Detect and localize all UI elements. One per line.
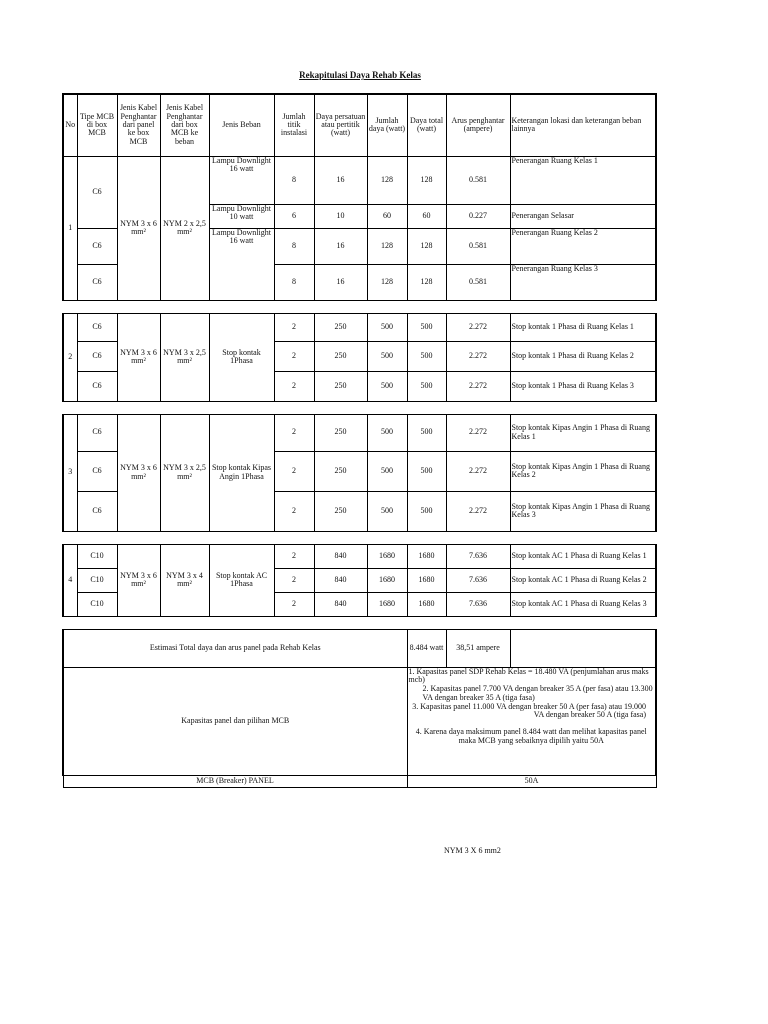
unit-power: 16 <box>314 156 367 204</box>
current: 0.581 <box>446 156 510 204</box>
cable-load: NYM 3 x 2,5 mm² <box>160 414 209 531</box>
table-row <box>63 414 656 451</box>
mcb-type: C6 <box>77 228 117 264</box>
total-power: 500 <box>407 313 446 341</box>
cable-panel: NYM 3 x 6 mm² <box>117 156 160 300</box>
load-type: Lampu Downlight 10 watt <box>209 204 274 228</box>
current: 0.581 <box>446 228 510 264</box>
header-daya-satuan: Daya persatuan atau pertitik (watt) <box>314 94 367 156</box>
description: Stop kontak AC 1 Phasa di Ruang Kelas 3 <box>510 592 656 616</box>
unit-power: 16 <box>314 228 367 264</box>
sum-power: 500 <box>367 313 407 341</box>
load-type: Stop kontak 1Phasa <box>209 313 274 401</box>
cable-load: NYM 3 x 4 mm² <box>160 544 209 616</box>
current: 2.272 <box>446 451 510 491</box>
mcb-type: C6 <box>77 414 117 451</box>
capacity-note-1: 1. Kapasitas panel SDP Rehab Kelas = 18.480 VA (penjumlahan arus maks mcb) <box>408 667 649 685</box>
summary-capacity-row <box>63 667 656 775</box>
table-spacer <box>63 401 656 414</box>
description: Stop kontak AC 1 Phasa di Ruang Kelas 2 <box>510 568 656 592</box>
estimate-empty <box>510 629 656 667</box>
mcb-type: C6 <box>77 341 117 371</box>
point-count: 2 <box>274 414 314 451</box>
summary-estimate-row <box>63 629 656 667</box>
capacity-note-4: 4. Karena daya maksimum panel 8.484 watt dan melihat kapasitas panel maka MCB yang sebaiknya dipilih yaitu 50A <box>415 727 647 746</box>
group-number: 3 <box>63 414 77 531</box>
total-power: 128 <box>407 156 446 204</box>
point-count: 8 <box>274 156 314 204</box>
mcb-type: C6 <box>77 156 117 228</box>
current: 2.272 <box>446 341 510 371</box>
cable-load: NYM 3 x 2,5 mm² <box>160 313 209 401</box>
header-keterangan: Keterangan lokasi dan keterangan beban lainnya <box>510 94 656 156</box>
table-spacer <box>63 531 656 544</box>
point-count: 2 <box>274 313 314 341</box>
unit-power: 840 <box>314 568 367 592</box>
mcb-type: C6 <box>77 371 117 401</box>
current: 2.272 <box>446 414 510 451</box>
unit-power: 250 <box>314 313 367 341</box>
unit-power: 840 <box>314 544 367 568</box>
sum-power: 128 <box>367 228 407 264</box>
total-power: 1680 <box>407 544 446 568</box>
mcb-type: C10 <box>77 592 117 616</box>
header-kabel-panel: Jenis Kabel Penghantar dari panel ke box MCB <box>117 94 160 156</box>
current: 0.581 <box>446 264 510 300</box>
description: Penerangan Selasar <box>510 204 656 228</box>
description: Penerangan Ruang Kelas 1 <box>510 156 656 204</box>
sum-power: 500 <box>367 451 407 491</box>
total-power: 500 <box>407 414 446 451</box>
description: Stop kontak Kipas Angin 1 Phasa di Ruang Kelas 2 <box>510 451 656 491</box>
total-power: 1680 <box>407 568 446 592</box>
description: Stop kontak 1 Phasa di Ruang Kelas 1 <box>510 313 656 341</box>
total-power: 128 <box>407 264 446 300</box>
point-count: 2 <box>274 491 314 531</box>
unit-power: 250 <box>314 371 367 401</box>
estimate-total-ampere: 38,51 ampere <box>446 629 510 667</box>
cable-footnote: NYM 3 X 6 mm2 <box>444 846 501 855</box>
table-spacer <box>63 616 656 629</box>
mcb-type: C10 <box>77 544 117 568</box>
point-count: 2 <box>274 341 314 371</box>
unit-power: 10 <box>314 204 367 228</box>
sum-power: 128 <box>367 156 407 204</box>
sum-power: 1680 <box>367 592 407 616</box>
current: 2.272 <box>446 313 510 341</box>
sum-power: 128 <box>367 264 407 300</box>
header-tipe-mcb: Tipe MCB di box MCB <box>77 94 117 156</box>
cable-panel: NYM 3 x 6 mm² <box>117 414 160 531</box>
table-row <box>63 313 656 341</box>
description: Stop kontak Kipas Angin 1 Phasa di Ruang Kelas 1 <box>510 414 656 451</box>
description: Stop kontak 1 Phasa di Ruang Kelas 2 <box>510 341 656 371</box>
mcb-panel-label: MCB (Breaker) PANEL <box>63 775 407 787</box>
total-power: 60 <box>407 204 446 228</box>
point-count: 8 <box>274 228 314 264</box>
summary-mcb-row <box>63 775 656 787</box>
load-type: Stop kontak AC 1Phasa <box>209 544 274 616</box>
capacity-label: Kapasitas panel dan pilihan MCB <box>63 667 407 775</box>
total-power: 128 <box>407 228 446 264</box>
cable-load: NYM 2 x 2,5 mm² <box>160 156 209 300</box>
unit-power: 250 <box>314 451 367 491</box>
description: Stop kontak AC 1 Phasa di Ruang Kelas 1 <box>510 544 656 568</box>
capacity-notes <box>407 667 656 775</box>
point-count: 6 <box>274 204 314 228</box>
mcb-type: C6 <box>77 313 117 341</box>
sum-power: 500 <box>367 341 407 371</box>
header-daya-total: Daya total (watt) <box>407 94 446 156</box>
estimate-label: Estimasi Total daya dan arus panel pada Rehab Kelas <box>63 629 407 667</box>
point-count: 2 <box>274 451 314 491</box>
table-spacer <box>63 300 656 313</box>
unit-power: 250 <box>314 491 367 531</box>
total-power: 500 <box>407 451 446 491</box>
load-type: Stop kontak Kipas Angin 1Phasa <box>209 414 274 531</box>
current: 2.272 <box>446 371 510 401</box>
mcb-panel-value: 50A <box>407 775 656 787</box>
group-number: 4 <box>63 544 77 616</box>
mcb-type: C6 <box>77 491 117 531</box>
description: Stop kontak 1 Phasa di Ruang Kelas 3 <box>510 371 656 401</box>
unit-power: 16 <box>314 264 367 300</box>
group-number: 1 <box>63 156 77 300</box>
total-power: 500 <box>407 371 446 401</box>
sum-power: 1680 <box>367 544 407 568</box>
cable-panel: NYM 3 x 6 mm² <box>117 313 160 401</box>
capacity-note-3: 3. Kapasitas panel 11.000 VA dengan breaker 50 A (per fasa) atau 19.000 VA dengan breaker 50 A (tiga fasa) <box>412 701 646 720</box>
mcb-type: C6 <box>77 451 117 491</box>
unit-power: 250 <box>314 414 367 451</box>
load-type: Lampu Downlight 16 watt <box>209 156 274 204</box>
current: 7.636 <box>446 544 510 568</box>
sum-power: 500 <box>367 414 407 451</box>
description: Penerangan Ruang Kelas 3 <box>510 264 656 300</box>
sum-power: 1680 <box>367 568 407 592</box>
sum-power: 500 <box>367 371 407 401</box>
table-row <box>63 544 656 568</box>
total-power: 1680 <box>407 592 446 616</box>
mcb-type: C6 <box>77 264 117 300</box>
table-header-row <box>63 94 656 156</box>
document-title: Rekapitulasi Daya Rehab Kelas <box>299 70 421 80</box>
header-jenis-beban: Jenis Beban <box>209 94 274 156</box>
total-power: 500 <box>407 341 446 371</box>
estimate-total-watt: 8.484 watt <box>407 629 446 667</box>
header-jumlah-titik: Jumlah titik instalasi <box>274 94 314 156</box>
cable-panel: NYM 3 x 6 mm² <box>117 544 160 616</box>
header-kabel-beban: Jenis Kabel Penghantar dari box MCB ke beban <box>160 94 209 156</box>
unit-power: 840 <box>314 592 367 616</box>
current: 7.636 <box>446 568 510 592</box>
group-number: 2 <box>63 313 77 401</box>
current: 0.227 <box>446 204 510 228</box>
current: 7.636 <box>446 592 510 616</box>
point-count: 2 <box>274 568 314 592</box>
load-type: Lampu Downlight 16 watt <box>209 228 274 300</box>
table-row <box>63 156 656 204</box>
description: Stop kontak Kipas Angin 1 Phasa di Ruang Kelas 3 <box>510 491 656 531</box>
point-count: 2 <box>274 371 314 401</box>
unit-power: 250 <box>314 341 367 371</box>
header-no: No <box>63 94 77 156</box>
power-recap-table <box>62 93 657 788</box>
mcb-type: C10 <box>77 568 117 592</box>
point-count: 2 <box>274 592 314 616</box>
total-power: 500 <box>407 491 446 531</box>
capacity-note-2: 2. Kapasitas panel 7.700 VA dengan breaker 35 A (per fasa) atau 13.300 VA dengan breaker 35 A (tiga fasa) <box>422 684 653 702</box>
description: Penerangan Ruang Kelas 2 <box>510 228 656 264</box>
point-count: 8 <box>274 264 314 300</box>
point-count: 2 <box>274 544 314 568</box>
header-arus: Arus penghantar (ampere) <box>446 94 510 156</box>
header-jumlah-daya: Jumlah daya (watt) <box>367 94 407 156</box>
sum-power: 60 <box>367 204 407 228</box>
sum-power: 500 <box>367 491 407 531</box>
current: 2.272 <box>446 491 510 531</box>
